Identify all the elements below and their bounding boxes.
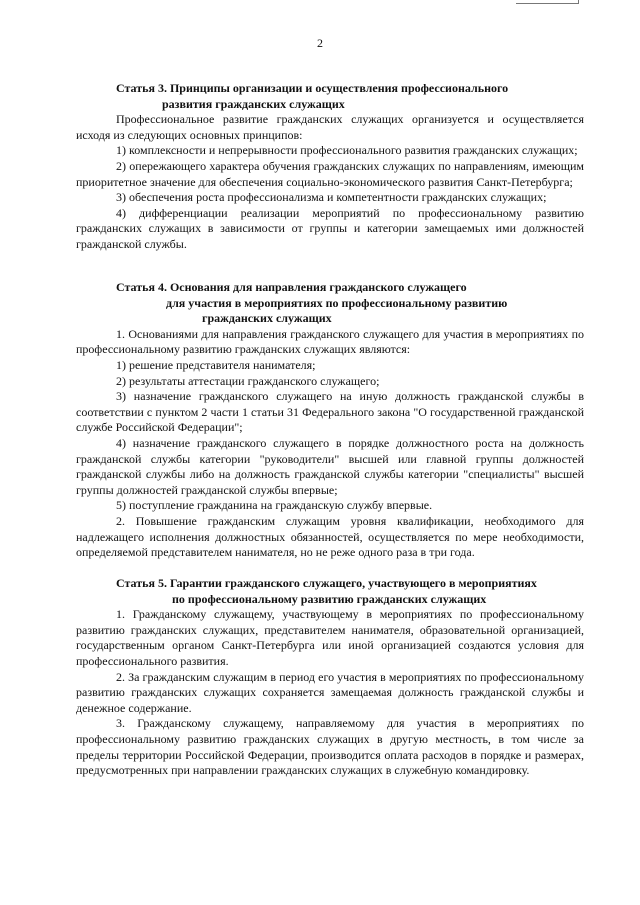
article-4-part-1: 1. Основаниями для направления гражданского служащего для участия в мероприятиях по профессиональному развитию гражданских служащих являются:	[76, 326, 584, 357]
article-4	[76, 280, 584, 561]
article-5-heading	[76, 576, 584, 607]
article-3-heading-line-2: развития гражданских служащих	[162, 96, 345, 111]
article-3-heading	[76, 81, 584, 112]
article-4-part-2: 2. Повышение гражданским служащим уровня квалификации, необходимого для надлежащего исполнения должностных обязанностей, осуществляется по мере необходимости, определяемой представителем нанимателя, но не реже одного раза в три года.	[76, 513, 584, 560]
article-4-heading-line-1: Статья 4. Основания для направления гражданского служащего	[116, 280, 467, 294]
article-5-part-3: 3. Гражданскому служащему, направляемому для участия в мероприятиях по профессиональному развитию гражданских служащих в другую местность, в том числе за пределы территории Российской Федерации, производится оплата расходов в порядке и размерах, предусмотренных при направлении гражданских служащих в служебную командировку.	[76, 716, 584, 778]
article-4-heading-line-3: гражданских служащих	[202, 311, 332, 326]
article-4-item-1: 1) решение представителя нанимателя;	[116, 357, 316, 372]
article-3-item-3: 3) обеспечения роста профессионализма и компетентности гражданских служащих;	[116, 190, 547, 205]
article-4-heading	[76, 280, 584, 327]
article-5	[76, 576, 584, 779]
article-5-part-1: 1. Гражданскому служащему, участвующему в мероприятиях по профессиональному развитию гражданских служащих, представителем нанимателя, образовательной организацией, государственным органом Санкт-Петербурга или иной организацией создаются условия для профессионального развития.	[76, 607, 584, 668]
article-4-item-5: 5) поступление гражданина на гражданскую службу впервые.	[116, 498, 433, 513]
article-5-heading-line-1: Статья 5. Гарантии гражданского служащего, участвующего в мероприятиях	[116, 576, 537, 590]
article-3-item-1: 1) комплексности и непрерывности профессионального развития гражданских служащих;	[116, 143, 578, 158]
article-5-part-2: 2. За гражданским служащим в период его участия в мероприятиях по профессиональному развитию гражданских служащих сохраняется замещаемая должность гражданской службы и денежное содержание.	[76, 669, 584, 715]
article-5-heading-line-2: по профессиональному развитию гражданских служащих	[172, 591, 487, 606]
article-3-item-2: 2) опережающего характера обучения гражданских служащих по направлениям, имеющим приоритетное значение для обеспечения социально-экономического развития Санкт-Петербурга;	[76, 158, 584, 189]
article-4-heading-line-2: для участия в мероприятиях по профессиональному развитию	[166, 295, 508, 310]
article-4-item-4: 4) назначение гражданского служащего в порядке должностного роста на должность гражданской службы категории "руководители" высшей или главной группы должностей гражданской службы либо на должность гражданской службы категории "специалисты" высшей группы должностей гражданской службы впервые;	[76, 435, 584, 497]
article-3-heading-line-1: Статья 3. Принципы организации и осуществления профессионального	[116, 81, 509, 95]
article-3	[76, 81, 584, 253]
article-4-item-3: 3) назначение гражданского служащего на иную должность гражданской службы в соответствии с пунктом 2 части 1 статьи 31 Федерального закона "О государственной гражданской службе Российской Федерации";	[76, 389, 584, 435]
page-number: 2	[317, 36, 323, 50]
article-3-item-4: 4) дифференциации реализации мероприятий по профессиональному развитию гражданских служащих в зависимости от группы и категории замещаемых ими должностей гражданской службы.	[76, 205, 584, 251]
article-4-item-2: 2) результаты аттестации гражданского служащего;	[116, 373, 380, 388]
article-3-intro: Профессиональное развитие гражданских служащих организуется и осуществляется исходя из следующих основных принципов:	[76, 112, 584, 142]
corner-mark	[516, 0, 579, 4]
